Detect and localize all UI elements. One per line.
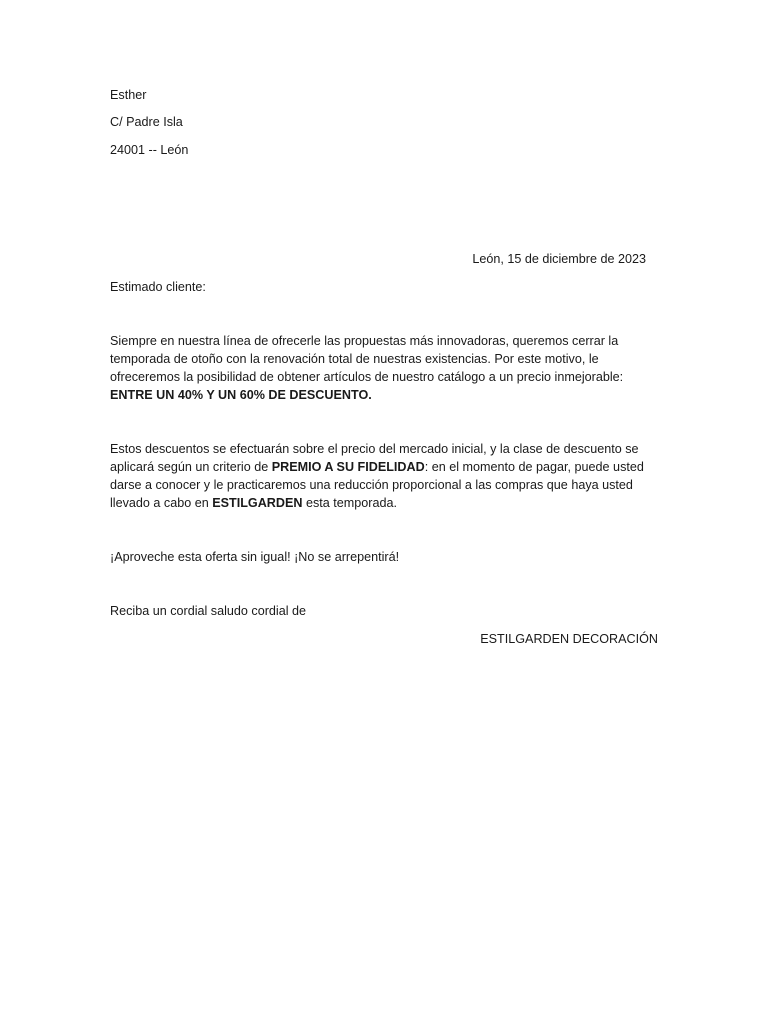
brand-highlight: ESTILGARDEN <box>212 496 303 510</box>
paragraph-line: Estos descuentos se efectuarán sobre el precio del mercado inicial, y la clase de descuento se <box>110 442 639 456</box>
paragraph-offer <box>110 332 650 404</box>
signature: ESTILGARDEN DECORACIÓN <box>480 632 658 646</box>
text-run: llevado a cabo en <box>110 496 213 510</box>
paragraph-line: temporada de otoño con la renovación total de nuestras existencias. Por este motivo, le <box>110 352 599 366</box>
paragraph-conditions <box>110 440 650 512</box>
loyalty-highlight: PREMIO A SU FIDELIDAD <box>271 460 425 474</box>
letter-date: León, 15 de diciembre de 2023 <box>472 252 646 266</box>
offer-line: ¡Aproveche esta oferta sin igual! ¡No se arrepentirá! <box>110 550 400 564</box>
discount-highlight: ENTRE UN 40% Y UN 60% DE DESCUENTO. <box>110 388 372 402</box>
paragraph-line: darse a conocer y le practicaremos una reducción proporcional a las compras que haya usted <box>110 478 633 492</box>
greeting: Estimado cliente: <box>110 280 206 294</box>
text-run: esta temporada. <box>302 496 398 510</box>
paragraph-line: ofreceremos la posibilidad de obtener artículos de nuestro catálogo a un precio inmejorable: <box>110 370 624 384</box>
paragraph-line: Siempre en nuestra línea de ofrecerle las propuestas más innovadoras, queremos cerrar la <box>110 334 619 348</box>
sender-city: 24001 -- León <box>110 143 189 157</box>
text-run: : en el momento de pagar, puede usted <box>424 460 644 474</box>
paragraph-line <box>110 458 650 476</box>
text-run: aplicará según un criterio de <box>110 460 272 474</box>
paragraph-line <box>110 386 650 404</box>
sender-street: C/ Padre Isla <box>110 115 183 129</box>
closing-line: Reciba un cordial saludo cordial de <box>110 604 307 618</box>
paragraph-line <box>110 494 650 512</box>
sender-name: Esther <box>110 88 147 102</box>
